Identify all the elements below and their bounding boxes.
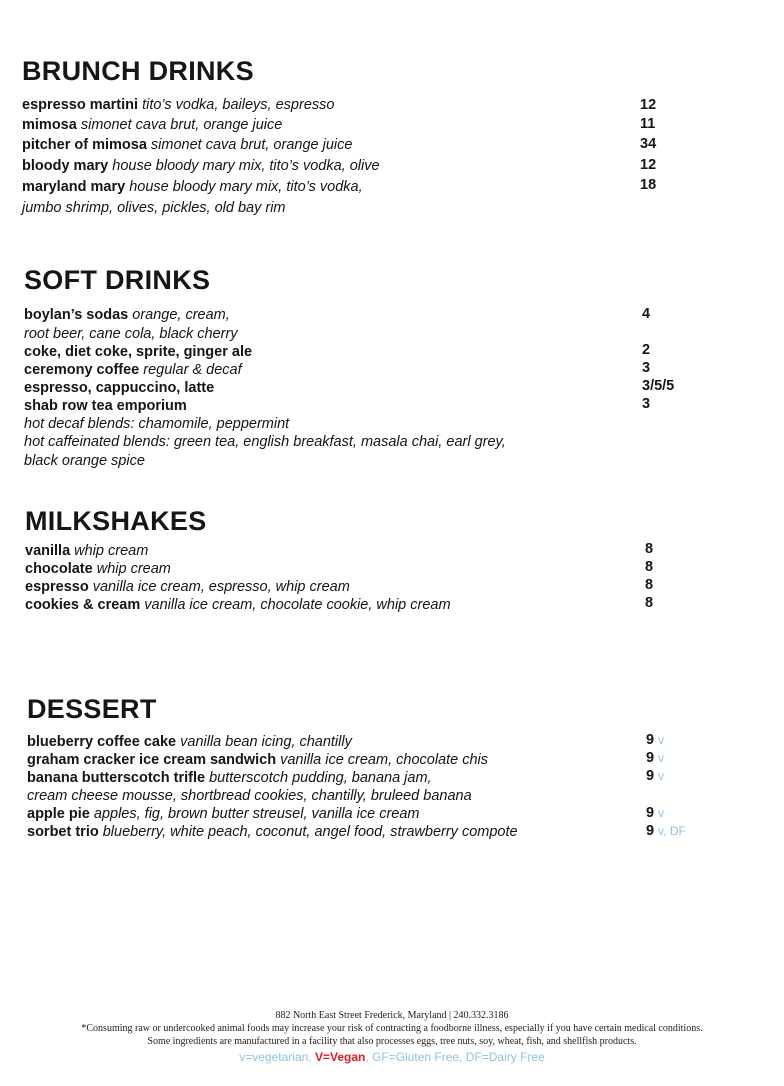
item-name: banana butterscotch trifle: [27, 770, 206, 786]
item-description: house bloody mary mix, tito’s vodka,: [129, 179, 363, 195]
menu-item-sorbet-trio: [27, 823, 518, 841]
menu-item-cookies-and-cream: [25, 596, 451, 614]
item-name: bloody mary: [22, 158, 109, 174]
item-description: root beer, cane cola, black cherry: [24, 326, 238, 342]
menu-item-boylans-sodas: [24, 306, 230, 324]
legend-vegetarian: v=vegetarian,: [239, 1050, 312, 1064]
item-name: chocolate: [25, 561, 93, 577]
legend-gluten-dairy-free: , GF=Gluten Free, DF=Dairy Free: [365, 1050, 545, 1064]
item-price: 8: [645, 595, 654, 611]
menu-item-pitcher-of-mimosa: [22, 136, 352, 154]
menu-item-maryland-mary: [22, 178, 363, 196]
item-price: 12: [640, 157, 657, 173]
item-price: 3: [642, 396, 651, 412]
dietary-legend: [0, 1050, 784, 1064]
item-name: pitcher of mimosa: [22, 137, 147, 153]
item-price: [646, 822, 686, 840]
section-title-soft-drinks: SOFT DRINKS: [24, 265, 211, 295]
item-price: 8: [645, 541, 654, 557]
vegetarian-tag: v: [658, 769, 665, 783]
item-name: maryland mary: [22, 179, 126, 195]
item-description: simonet cava brut, orange juice: [150, 137, 353, 153]
item-price: 3: [642, 360, 651, 376]
price-value: 9: [646, 768, 655, 784]
item-description: vanilla bean icing, chantilly: [180, 734, 352, 750]
section-title-dessert: DESSERT: [27, 694, 157, 724]
item-price: 4: [642, 306, 651, 322]
item-description-continued: [22, 199, 286, 217]
item-price: [646, 749, 664, 767]
item-name: espresso martini: [22, 97, 139, 113]
vegetarian-tag: v: [658, 751, 665, 765]
item-price: 12: [640, 97, 657, 113]
item-description: tito’s vodka, baileys, espresso: [142, 97, 335, 113]
menu-item-chocolate: [25, 560, 171, 578]
item-description: cream cheese mousse, shortbread cookies, chantilly, bruleed banana: [27, 788, 472, 804]
item-name: shab row tea emporium: [24, 398, 187, 414]
vegetarian-tag: v: [658, 733, 665, 747]
item-description-continued: [24, 415, 289, 433]
item-price: 2: [642, 342, 651, 358]
item-price: 11: [640, 116, 656, 132]
item-name: mimosa: [22, 117, 77, 133]
menu-item-apple-pie: [27, 805, 420, 823]
footer-allergen-notice: Some ingredients are manufactured in a facility that also processes eggs, tree nuts, soy, wheat, fish, and shellfish products.: [147, 1036, 637, 1047]
item-description-continued: [24, 433, 506, 451]
item-description: vanilla ice cream, chocolate cookie, whip cream: [144, 597, 451, 613]
menu-item-espresso-shake: [25, 578, 350, 596]
item-price: 18: [640, 177, 657, 193]
item-description: orange, cream,: [132, 307, 230, 323]
vegetarian-tag: v: [658, 806, 665, 820]
item-description: whip cream: [96, 561, 171, 577]
item-description: vanilla ice cream, espresso, whip cream: [92, 579, 350, 595]
menu-item-ceremony-coffee: [24, 361, 242, 379]
item-description: hot decaf blends: chamomile, peppermint: [24, 416, 290, 432]
item-price: 3/5/5: [642, 378, 675, 394]
item-description: house bloody mary mix, tito’s vodka, olive: [112, 158, 380, 174]
item-description: butterscotch pudding, banana jam,: [209, 770, 432, 786]
price-value: 9: [646, 823, 655, 839]
item-name: blueberry coffee cake: [27, 734, 177, 750]
item-price: 8: [645, 577, 654, 593]
item-name: sorbet trio: [27, 824, 99, 840]
item-description: apples, fig, brown butter streusel, vanilla ice cream: [93, 806, 420, 822]
item-description: simonet cava brut, orange juice: [80, 117, 283, 133]
item-name: coke, diet coke, sprite, ginger ale: [24, 344, 253, 360]
item-description-continued: [24, 452, 145, 470]
item-description: hot caffeinated blends: green tea, english breakfast, masala chai, earl grey,: [24, 434, 506, 450]
section-title-milkshakes: MILKSHAKES: [25, 506, 207, 536]
item-description: jumbo shrimp, olives, pickles, old bay rim: [22, 200, 286, 216]
item-name: apple pie: [27, 806, 90, 822]
item-price: 34: [640, 136, 657, 152]
item-description: blueberry, white peach, coconut, angel food, strawberry compote: [102, 824, 518, 840]
menu-item-bloody-mary: [22, 157, 380, 175]
item-name: graham cracker ice cream sandwich: [27, 752, 277, 768]
footer-health-warning: *Consuming raw or undercooked animal foods may increase your risk of contracting a foodborne illness, especially if you have certain medical conditions.: [81, 1023, 703, 1034]
menu-item-coke: [24, 343, 252, 361]
item-name: cookies & cream: [25, 597, 141, 613]
menu-item-espresso-drinks: [24, 379, 214, 397]
item-price: [646, 804, 664, 822]
legend-vegan: V=Vegan: [314, 1050, 366, 1064]
price-value: 9: [646, 750, 655, 766]
menu-item-espresso-martini: [22, 96, 334, 114]
section-title-brunch-drinks: BRUNCH DRINKS: [22, 56, 254, 86]
vegetarian-dairy-free-tag: v, DF: [658, 824, 686, 838]
item-description-continued: [24, 325, 238, 343]
menu-item-graham-cracker-sandwich: [27, 751, 488, 769]
price-value: 9: [646, 732, 655, 748]
item-description: regular & decaf: [143, 362, 242, 378]
item-price: 8: [645, 559, 654, 575]
menu-item-blueberry-coffee-cake: [27, 733, 352, 751]
item-name: espresso, cappuccino, latte: [24, 380, 215, 396]
item-description-continued: [27, 787, 472, 805]
item-price: [646, 731, 664, 749]
item-description: black orange spice: [24, 453, 145, 469]
menu-item-vanilla: [25, 542, 148, 560]
item-name: espresso: [25, 579, 89, 595]
menu-item-banana-butterscotch-trifle: [27, 769, 432, 787]
item-name: vanilla: [25, 543, 71, 559]
menu-item-mimosa: [22, 116, 282, 134]
item-name: boylan’s sodas: [24, 307, 129, 323]
menu-item-shab-row-tea: [24, 397, 187, 415]
item-name: ceremony coffee: [24, 362, 140, 378]
footer-address: 882 North East Street Frederick, Maryland | 240.332.3186: [275, 1010, 509, 1021]
price-value: 9: [646, 805, 655, 821]
item-price: [646, 767, 664, 785]
item-description: whip cream: [74, 543, 149, 559]
item-description: vanilla ice cream, chocolate chis: [280, 752, 489, 768]
